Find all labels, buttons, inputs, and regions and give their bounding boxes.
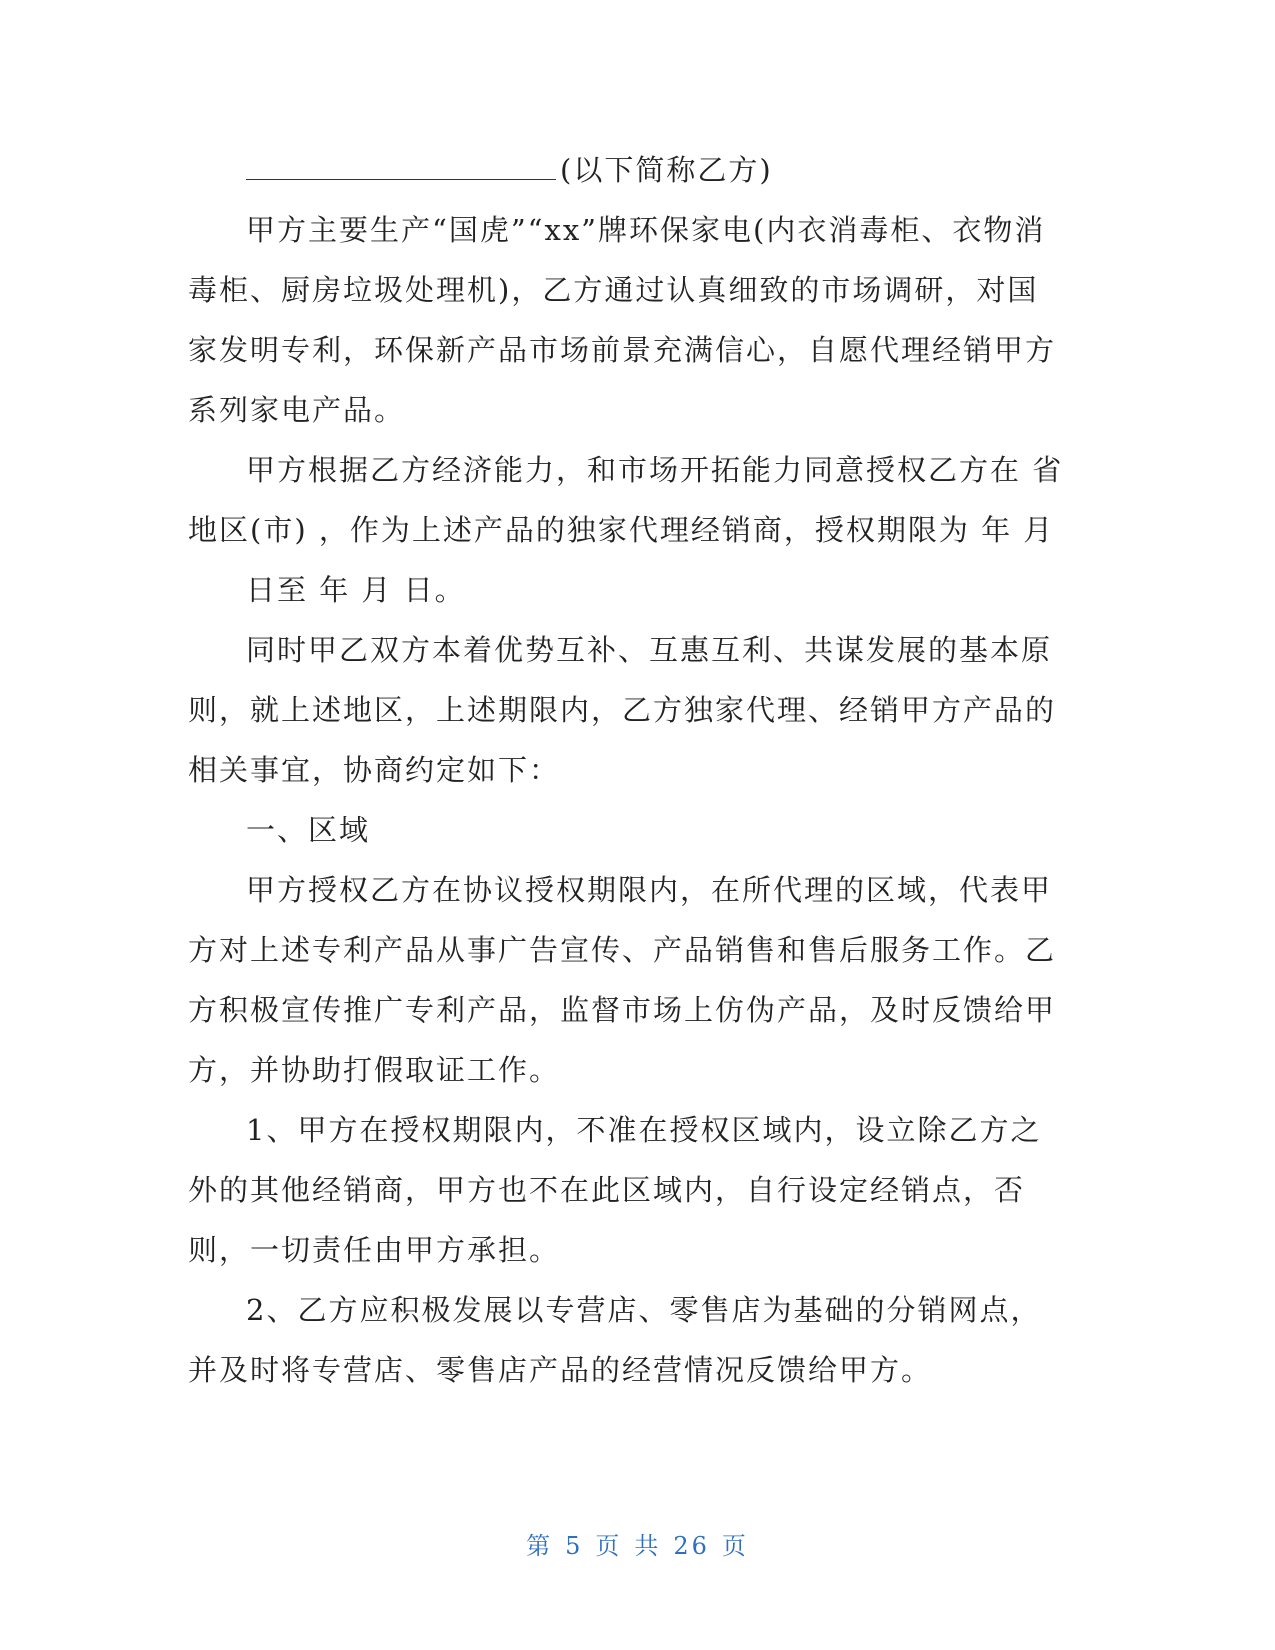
footer-current-page: 5 (565, 1532, 584, 1560)
footer-total-pages: 26 (673, 1532, 710, 1560)
fill-in-blank (246, 153, 556, 180)
footer-total-suffix: 页 (721, 1532, 749, 1560)
paragraph: 甲方根据乙方经济能力，和市场开拓能力同意授权乙方在 省地区(市) ，作为上述产品的独家代理经销商，授权期限为 年 月 (188, 453, 1064, 547)
paragraph: 甲方主要生产“国虎”“xx”牌环保家电(内衣消毒柜、衣物消毒柜、厨房垃圾处理机)，乙方通过认真细致的市场调研，对国家发明专利，环保新产品市场前景充满信心，自愿代理经销甲方系列家电产品。 (188, 213, 1057, 427)
paragraph: 日至 年 月 日。 (246, 573, 466, 607)
footer-total-prefix: 共 (634, 1532, 662, 1560)
paragraph: 甲方授权乙方在协议授权期限内，在所代理的区域，代表甲方对上述专利产品从事广告宣传、产品销售和售后服务工作。乙方积极宣传推广专利产品，监督市场上仿伪产品，及时反馈给甲方，并协助打假取证工作。 (188, 873, 1057, 1087)
paragraph: 1、甲方在授权期限内，不准在授权区域内，设立除乙方之外的其他经销商，甲方也不在此区域内，自行设定经销点，否则，一切责任由甲方承担。 (188, 1113, 1042, 1267)
party-b-line (188, 140, 1068, 200)
footer-prefix: 第 (526, 1532, 554, 1560)
section-heading: 一、区域 (246, 813, 371, 847)
page-footer (0, 1526, 1275, 1561)
document-body (188, 140, 1068, 1400)
paragraph: 同时甲乙双方本着优势互补、互惠互利、共谋发展的基本原则，就上述地区，上述期限内，乙方独家代理、经销甲方产品的相关事宜，协商约定如下： (188, 633, 1057, 787)
party-b-label: (以下简称乙方) (560, 153, 773, 187)
footer-page-word: 页 (595, 1532, 623, 1560)
paragraph: 2、乙方应积极发展以专营店、零售店为基础的分销网点，并及时将专营店、零售店产品的经营情况反馈给甲方。 (188, 1293, 1042, 1387)
